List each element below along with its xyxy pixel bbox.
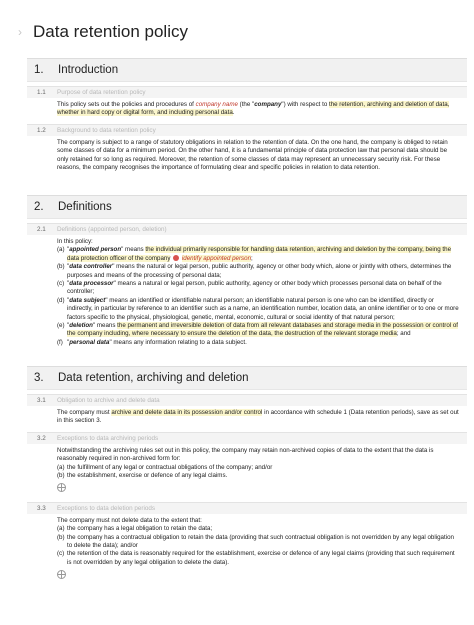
highlighted-text[interactable]: the individual primarily responsible for handling data retention, archiving and deletion by the company, being the data protection officer of the company (67, 246, 452, 262)
list-item (57, 280, 459, 297)
appointed-person-placeholder[interactable]: identify appointed person (181, 254, 252, 262)
add-item-icon[interactable] (57, 570, 66, 579)
clause-number: 1.1 (37, 89, 46, 96)
list-item (57, 472, 459, 480)
clause-title: Exceptions to data archiving periods (57, 434, 159, 442)
clause-body (27, 406, 467, 428)
text: means any information relating to a data subject. (111, 338, 247, 346)
clause-2-1 (27, 223, 467, 349)
clause-header[interactable] (27, 124, 467, 136)
highlighted-text[interactable]: the permanent and irreversible deletion of data from all relevant databases and storage media in the possession or control of the company including, where necessary to ensure the deletion of the data, the destruction of the relevant storage media (67, 322, 459, 338)
clause-header[interactable] (27, 223, 467, 235)
list-marker: (a) (57, 463, 65, 471)
warning-icon[interactable] (173, 255, 179, 261)
clause-header[interactable] (27, 502, 467, 514)
section-number: 3. (34, 372, 44, 384)
clause-body (27, 444, 467, 498)
paragraph: The company must not delete data to the extent that: (57, 516, 202, 524)
clause-3-3 (27, 502, 467, 585)
text: " (67, 296, 70, 304)
list-marker: (b) (57, 533, 65, 541)
section-header[interactable] (27, 366, 467, 390)
title-row (18, 22, 188, 42)
section-header[interactable] (27, 58, 467, 82)
list-marker: (b) (57, 263, 65, 271)
list-marker: (b) (57, 472, 65, 480)
text: . (232, 109, 235, 117)
clause-body (27, 98, 467, 120)
clause-body (27, 514, 467, 585)
section-number: 2. (34, 201, 44, 213)
text: " (67, 263, 70, 271)
list-item (57, 464, 459, 472)
section-title: Introduction (58, 64, 119, 76)
section-title: Definitions (58, 201, 112, 213)
collapse-chevron-icon[interactable]: › (18, 25, 22, 39)
section-title: Data retention, archiving and deletion (58, 372, 249, 384)
text: This policy sets out the policies and procedures of (57, 101, 196, 108)
list-text: the company has a contractual obligation to retain the data (providing that such contractual obligation is not overridden by any legal obligation to delete the data); and/or (67, 533, 454, 550)
text: " (109, 338, 112, 346)
clause-title: Obligation to archive and delete data (57, 397, 160, 404)
list-text: the fulfillment of any legal or contractual obligations of the company; and/or (67, 463, 273, 471)
list-marker: (a) (57, 246, 65, 254)
highlighted-text[interactable]: the retention, archiving and deletion of data, whether in hard copy or digital form, and including personal data (57, 101, 450, 117)
add-item-icon[interactable] (57, 483, 66, 492)
clause-title: Exceptions to data deletion periods (57, 504, 156, 512)
clause-title: Definitions (appointed person, deletion) (57, 226, 167, 233)
clause-body: The company is subject to a range of statutory obligations in relation to the retention of data. On the one hand, the company is obliged to retain some classes of data for a minimum period. On the other hand, it is a fundamental principle of data protection law that personal data should be only retained for so long as required. Moreover, the retention of some classes of data may represent an unnecessary security risk. For these reasons, the company recognises the importance of formulating clear and specific policies in relation to data retention. (57, 138, 448, 172)
list-marker: (a) (57, 525, 65, 533)
list-marker: (d) (57, 296, 65, 304)
list-item (57, 550, 459, 567)
text: " means (121, 246, 146, 254)
defined-term: deletion (69, 322, 93, 330)
text: ; (251, 254, 253, 262)
list-item (57, 263, 459, 280)
clause-header[interactable] (27, 86, 467, 98)
list-text: the retention of the data is reasonably required for the establishment, exercise or defence of any legal claims (providing that such requirement is not overridden by any legal obligation to delete the data). (67, 550, 455, 566)
text: ; and (396, 330, 411, 338)
defined-term: data subject (69, 296, 106, 304)
list-marker: (c) (57, 280, 65, 288)
list-text: the company has a legal obligation to retain the data; (67, 525, 213, 533)
list-text: the establishment, exercise or defence of any legal claims. (67, 472, 228, 480)
list-item (57, 297, 459, 322)
clause-3-2 (27, 432, 467, 498)
paragraph: Notwithstanding the archiving rules set out in this policy, the company may retain non-archived copies of data to the extent that the data is reasonably required in non-archived form for: (57, 446, 434, 463)
section-header[interactable] (27, 195, 467, 219)
defined-term: company (254, 101, 282, 108)
document-title: Data retention policy (33, 22, 188, 41)
clause-number: 1.2 (37, 126, 46, 134)
list-marker: (f) (57, 338, 63, 346)
clause-title: Background to data retention policy (57, 126, 156, 134)
section-data-retention (27, 366, 467, 585)
text: " (67, 246, 70, 254)
text: in accordance with schedule 1 (Data retention periods), save as set out in this section 3. (57, 409, 459, 425)
clause-title: Purpose of data retention policy (57, 89, 146, 96)
text: " (67, 322, 70, 330)
text: " means (92, 322, 118, 330)
text: means an identified or identifiable natural person; an identifiable natural person is one who can be identified, directly or indirectly, in particular by reference to an identifier such as a name, an identification number, location data, an online identifier or to one or more factors specific to the physical, physiological, genetic, mental, economic, cultural or social identity of that natural person; (67, 296, 459, 321)
clause-header[interactable] (27, 394, 467, 406)
text: means the natural or legal person, public authority, agency or other body which, alone or jointly with others, determines the purposes and means of the processing of personal data; (67, 263, 452, 279)
clause-1-1 (27, 86, 467, 120)
list-marker: (e) (57, 322, 65, 330)
list-item (57, 246, 459, 263)
text: (the " (237, 101, 255, 108)
text: " (67, 338, 70, 346)
clause-header[interactable] (27, 432, 467, 444)
clause-body (27, 235, 467, 349)
clause-3-1 (27, 394, 467, 428)
clause-1-2 (27, 124, 467, 175)
text: " (112, 263, 115, 271)
clause-number: 3.3 (37, 504, 46, 512)
clause-number: 2.1 (37, 226, 46, 233)
text: " (105, 296, 108, 304)
section-definitions (27, 195, 467, 349)
defined-term: data controller (69, 263, 113, 271)
defined-term: personal data (69, 338, 110, 346)
defined-term: appointed person (69, 246, 122, 254)
defined-term: data processor (69, 280, 114, 288)
list-item (57, 525, 459, 533)
section-introduction (27, 58, 467, 174)
list-item (57, 534, 459, 551)
clause-number: 3.1 (37, 397, 46, 404)
text: means a natural or legal person, public authority, agency or other body which processes personal data on behalf of the controller; (67, 280, 442, 296)
company-name-placeholder[interactable]: company name (195, 101, 238, 108)
text: " (113, 280, 116, 288)
intro-text: In this policy: (57, 238, 93, 245)
list-marker: (c) (57, 550, 65, 558)
list-item (57, 322, 459, 339)
text: The company must (57, 409, 112, 416)
section-number: 1. (34, 64, 44, 76)
text: " (67, 280, 70, 288)
highlighted-text[interactable]: archive and delete data in its possession and/or control (111, 409, 263, 416)
clause-number: 3.2 (37, 434, 46, 442)
text: ") with respect to (281, 101, 329, 108)
list-item (57, 339, 459, 347)
